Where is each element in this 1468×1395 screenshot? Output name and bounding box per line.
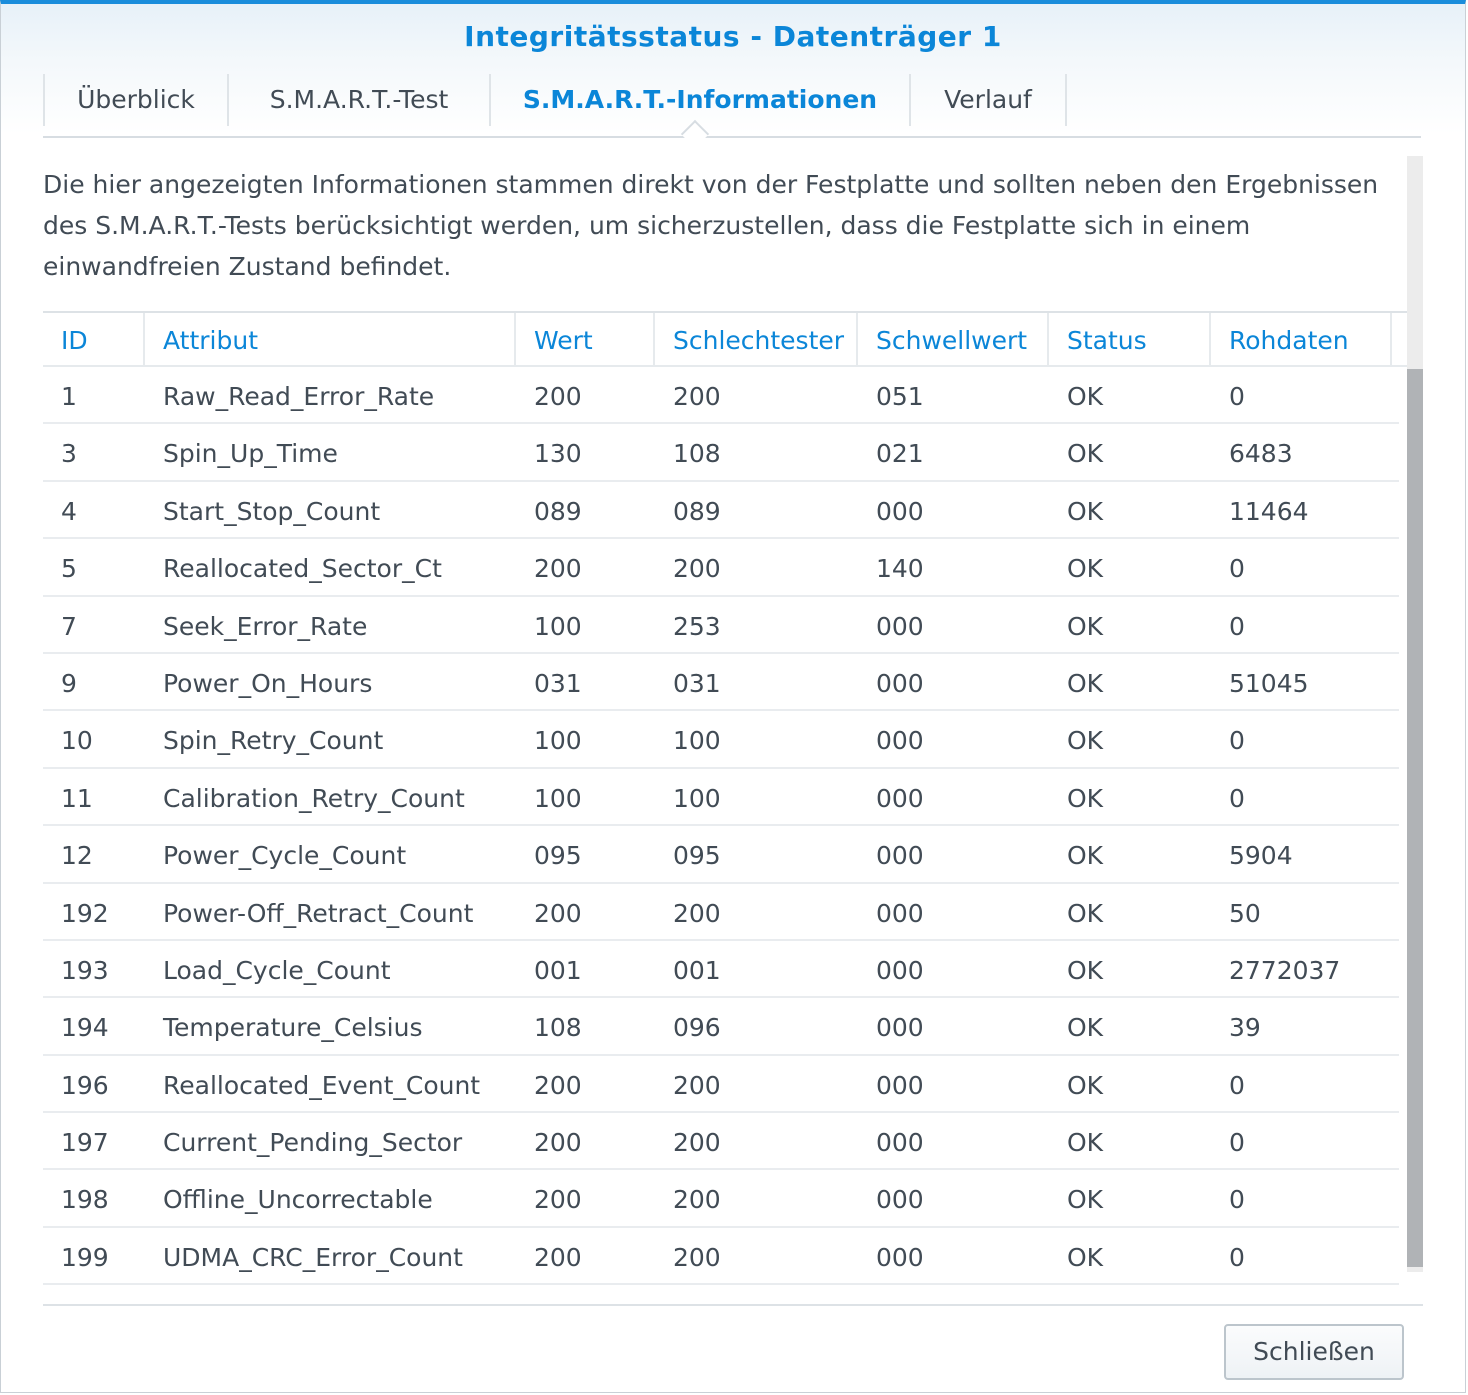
cell-worst: 253	[673, 611, 721, 641]
cell-worst: 200	[673, 1128, 721, 1158]
footer-divider	[43, 1304, 1423, 1306]
cell-id: 11	[61, 783, 93, 813]
cell-attribute: Spin_Up_Time	[163, 439, 338, 469]
cell-threshold: 000	[876, 1013, 924, 1043]
table-row[interactable]	[43, 769, 1399, 826]
cell-status: OK	[1067, 955, 1104, 985]
cell-attribute: Seek_Error_Rate	[163, 611, 368, 641]
table-row[interactable]	[43, 1056, 1399, 1113]
cell-status: OK	[1067, 1242, 1104, 1272]
cell-worst: 200	[673, 898, 721, 928]
table-row[interactable]	[43, 998, 1399, 1055]
cell-raw: 0	[1229, 1242, 1245, 1272]
info-description: Die hier angezeigten Informationen stammen direkt von der Festplatte und sollten neben den Ergebnissen des S.M.A.R.T.-Tests berücksichtigt werden, um sicherzustellen, dass die Festplatte sich in einem einwandfreien Zustand befindet.	[43, 170, 1379, 281]
column-header-worst[interactable]: Schlechtester	[655, 313, 858, 365]
cell-worst: 096	[673, 1013, 721, 1043]
cell-value: 095	[534, 841, 582, 871]
cell-attribute: Offline_Uncorrectable	[163, 1185, 433, 1215]
cell-worst: 089	[673, 496, 721, 526]
cell-worst: 001	[673, 955, 721, 985]
cell-value: 089	[534, 496, 582, 526]
cell-raw: 0	[1229, 382, 1245, 411]
cell-id: 197	[61, 1128, 109, 1158]
cell-id: 12	[61, 841, 93, 871]
cell-status: OK	[1067, 611, 1104, 641]
column-header-value[interactable]: Wert	[516, 313, 655, 365]
cell-threshold: 000	[876, 1128, 924, 1158]
cell-threshold: 000	[876, 611, 924, 641]
cell-worst: 200	[673, 1185, 721, 1215]
tab-history[interactable]: Verlauf	[911, 74, 1067, 126]
cell-attribute: Calibration_Retry_Count	[163, 783, 465, 813]
cell-id: 3	[61, 439, 77, 469]
cell-raw: 0	[1229, 554, 1245, 584]
cell-value: 100	[534, 783, 582, 813]
tab-overview[interactable]: Überblick	[45, 74, 229, 126]
cell-attribute: Load_Cycle_Count	[163, 955, 391, 985]
column-header-id[interactable]: ID	[43, 313, 145, 365]
cell-value: 200	[534, 1128, 582, 1158]
table-row[interactable]	[43, 711, 1399, 768]
cell-threshold: 000	[876, 668, 924, 698]
cell-worst: 200	[673, 1070, 721, 1100]
cell-threshold: 000	[876, 841, 924, 871]
cell-value: 001	[534, 955, 582, 985]
table-row[interactable]	[43, 1113, 1399, 1170]
table-row[interactable]	[43, 941, 1399, 998]
cell-threshold: 051	[876, 382, 924, 411]
cell-attribute: Reallocated_Sector_Ct	[163, 554, 442, 584]
table-row[interactable]	[43, 1170, 1399, 1227]
dialog-title: Integritätsstatus - Datenträger 1	[464, 20, 1002, 53]
cell-id: 192	[61, 898, 109, 928]
cell-attribute: Temperature_Celsius	[163, 1013, 423, 1043]
cell-threshold: 000	[876, 783, 924, 813]
cell-status: OK	[1067, 382, 1104, 411]
table-row[interactable]	[43, 424, 1399, 481]
cell-attribute: Spin_Retry_Count	[163, 726, 384, 756]
cell-status: OK	[1067, 726, 1104, 756]
cell-value: 200	[534, 1242, 582, 1272]
cell-status: OK	[1067, 554, 1104, 584]
table-row[interactable]	[43, 884, 1399, 941]
cell-id: 9	[61, 668, 77, 698]
table-row[interactable]	[43, 1228, 1399, 1285]
cell-id: 7	[61, 611, 77, 641]
cell-id: 1	[61, 382, 77, 411]
cell-id: 10	[61, 726, 93, 756]
cell-value: 200	[534, 554, 582, 584]
cell-worst: 200	[673, 382, 721, 411]
cell-raw: 2772037	[1229, 955, 1341, 985]
cell-worst: 095	[673, 841, 721, 871]
cell-worst: 200	[673, 554, 721, 584]
table-row[interactable]	[43, 482, 1399, 539]
table-row[interactable]	[43, 539, 1399, 596]
cell-raw: 50	[1229, 898, 1261, 928]
cell-raw: 0	[1229, 1185, 1245, 1215]
cell-status: OK	[1067, 1013, 1104, 1043]
cell-value: 108	[534, 1013, 582, 1043]
cell-raw: 5904	[1229, 841, 1293, 871]
table-row[interactable]	[43, 597, 1399, 654]
table-row[interactable]	[43, 826, 1399, 883]
close-button[interactable]: Schließen	[1224, 1324, 1404, 1380]
cell-threshold: 000	[876, 1242, 924, 1272]
cell-attribute: Reallocated_Event_Count	[163, 1070, 481, 1100]
smart-table-body	[43, 367, 1399, 1285]
cell-attribute: Power_Cycle_Count	[163, 841, 407, 871]
cell-id: 193	[61, 955, 109, 985]
cell-raw: 0	[1229, 783, 1245, 813]
cell-attribute: UDMA_CRC_Error_Count	[163, 1242, 463, 1272]
cell-id: 198	[61, 1185, 109, 1215]
column-header-attribute[interactable]: Attribut	[145, 313, 516, 365]
cell-status: OK	[1067, 496, 1104, 526]
cell-worst: 100	[673, 783, 721, 813]
cell-status: OK	[1067, 668, 1104, 698]
cell-threshold: 000	[876, 496, 924, 526]
cell-raw: 0	[1229, 726, 1245, 756]
tab-smart-info[interactable]: S.M.A.R.T.-Informationen	[491, 74, 911, 126]
cell-status: OK	[1067, 1185, 1104, 1215]
cell-raw: 6483	[1229, 439, 1293, 469]
cell-id: 4	[61, 496, 77, 526]
cell-value: 200	[534, 1070, 582, 1100]
cell-threshold: 000	[876, 1070, 924, 1100]
cell-status: OK	[1067, 1070, 1104, 1100]
cell-status: OK	[1067, 1128, 1104, 1158]
cell-attribute: Power_On_Hours	[163, 668, 373, 698]
cell-attribute: Start_Stop_Count	[163, 496, 381, 526]
cell-id: 194	[61, 1013, 109, 1043]
cell-value: 130	[534, 439, 582, 469]
tab-underline	[43, 136, 1421, 138]
cell-worst: 108	[673, 439, 721, 469]
cell-id: 196	[61, 1070, 109, 1100]
cell-value: 200	[534, 1185, 582, 1215]
cell-raw: 11464	[1229, 496, 1309, 526]
cell-worst: 100	[673, 726, 721, 756]
cell-status: OK	[1067, 439, 1104, 469]
cell-value: 200	[534, 898, 582, 928]
cell-threshold: 000	[876, 1185, 924, 1215]
cell-threshold: 000	[876, 955, 924, 985]
cell-id: 5	[61, 554, 77, 584]
tab-bar	[43, 74, 1067, 126]
cell-raw: 0	[1229, 1128, 1245, 1158]
cell-attribute: Current_Pending_Sector	[163, 1128, 463, 1158]
column-header-status[interactable]: Status	[1049, 313, 1211, 365]
cell-raw: 0	[1229, 611, 1245, 641]
cell-raw: 51045	[1229, 668, 1309, 698]
tab-smart-test[interactable]: S.M.A.R.T.-Test	[229, 74, 491, 126]
cell-status: OK	[1067, 783, 1104, 813]
cell-value: 100	[534, 611, 582, 641]
cell-value: 100	[534, 726, 582, 756]
table-header	[43, 313, 1407, 367]
cell-threshold: 140	[876, 554, 924, 584]
cell-attribute: Power-Off_Retract_Count	[163, 898, 474, 928]
cell-threshold: 000	[876, 898, 924, 928]
column-header-raw[interactable]: Rohdaten	[1211, 313, 1392, 365]
cell-raw: 39	[1229, 1013, 1261, 1043]
cell-threshold: 021	[876, 439, 924, 469]
table-row[interactable]	[43, 654, 1399, 711]
cell-status: OK	[1067, 841, 1104, 871]
cell-status: OK	[1067, 898, 1104, 928]
cell-value: 200	[534, 382, 582, 411]
cell-raw: 0	[1229, 1070, 1245, 1100]
cell-id: 199	[61, 1242, 109, 1272]
column-header-threshold[interactable]: Schwellwert	[858, 313, 1049, 365]
scrollbar-thumb[interactable]	[1407, 369, 1423, 1267]
cell-worst: 031	[673, 668, 721, 698]
table-row[interactable]	[43, 367, 1399, 424]
cell-threshold: 000	[876, 726, 924, 756]
cell-attribute: Raw_Read_Error_Rate	[163, 382, 435, 411]
cell-worst: 200	[673, 1242, 721, 1272]
cell-value: 031	[534, 668, 582, 698]
